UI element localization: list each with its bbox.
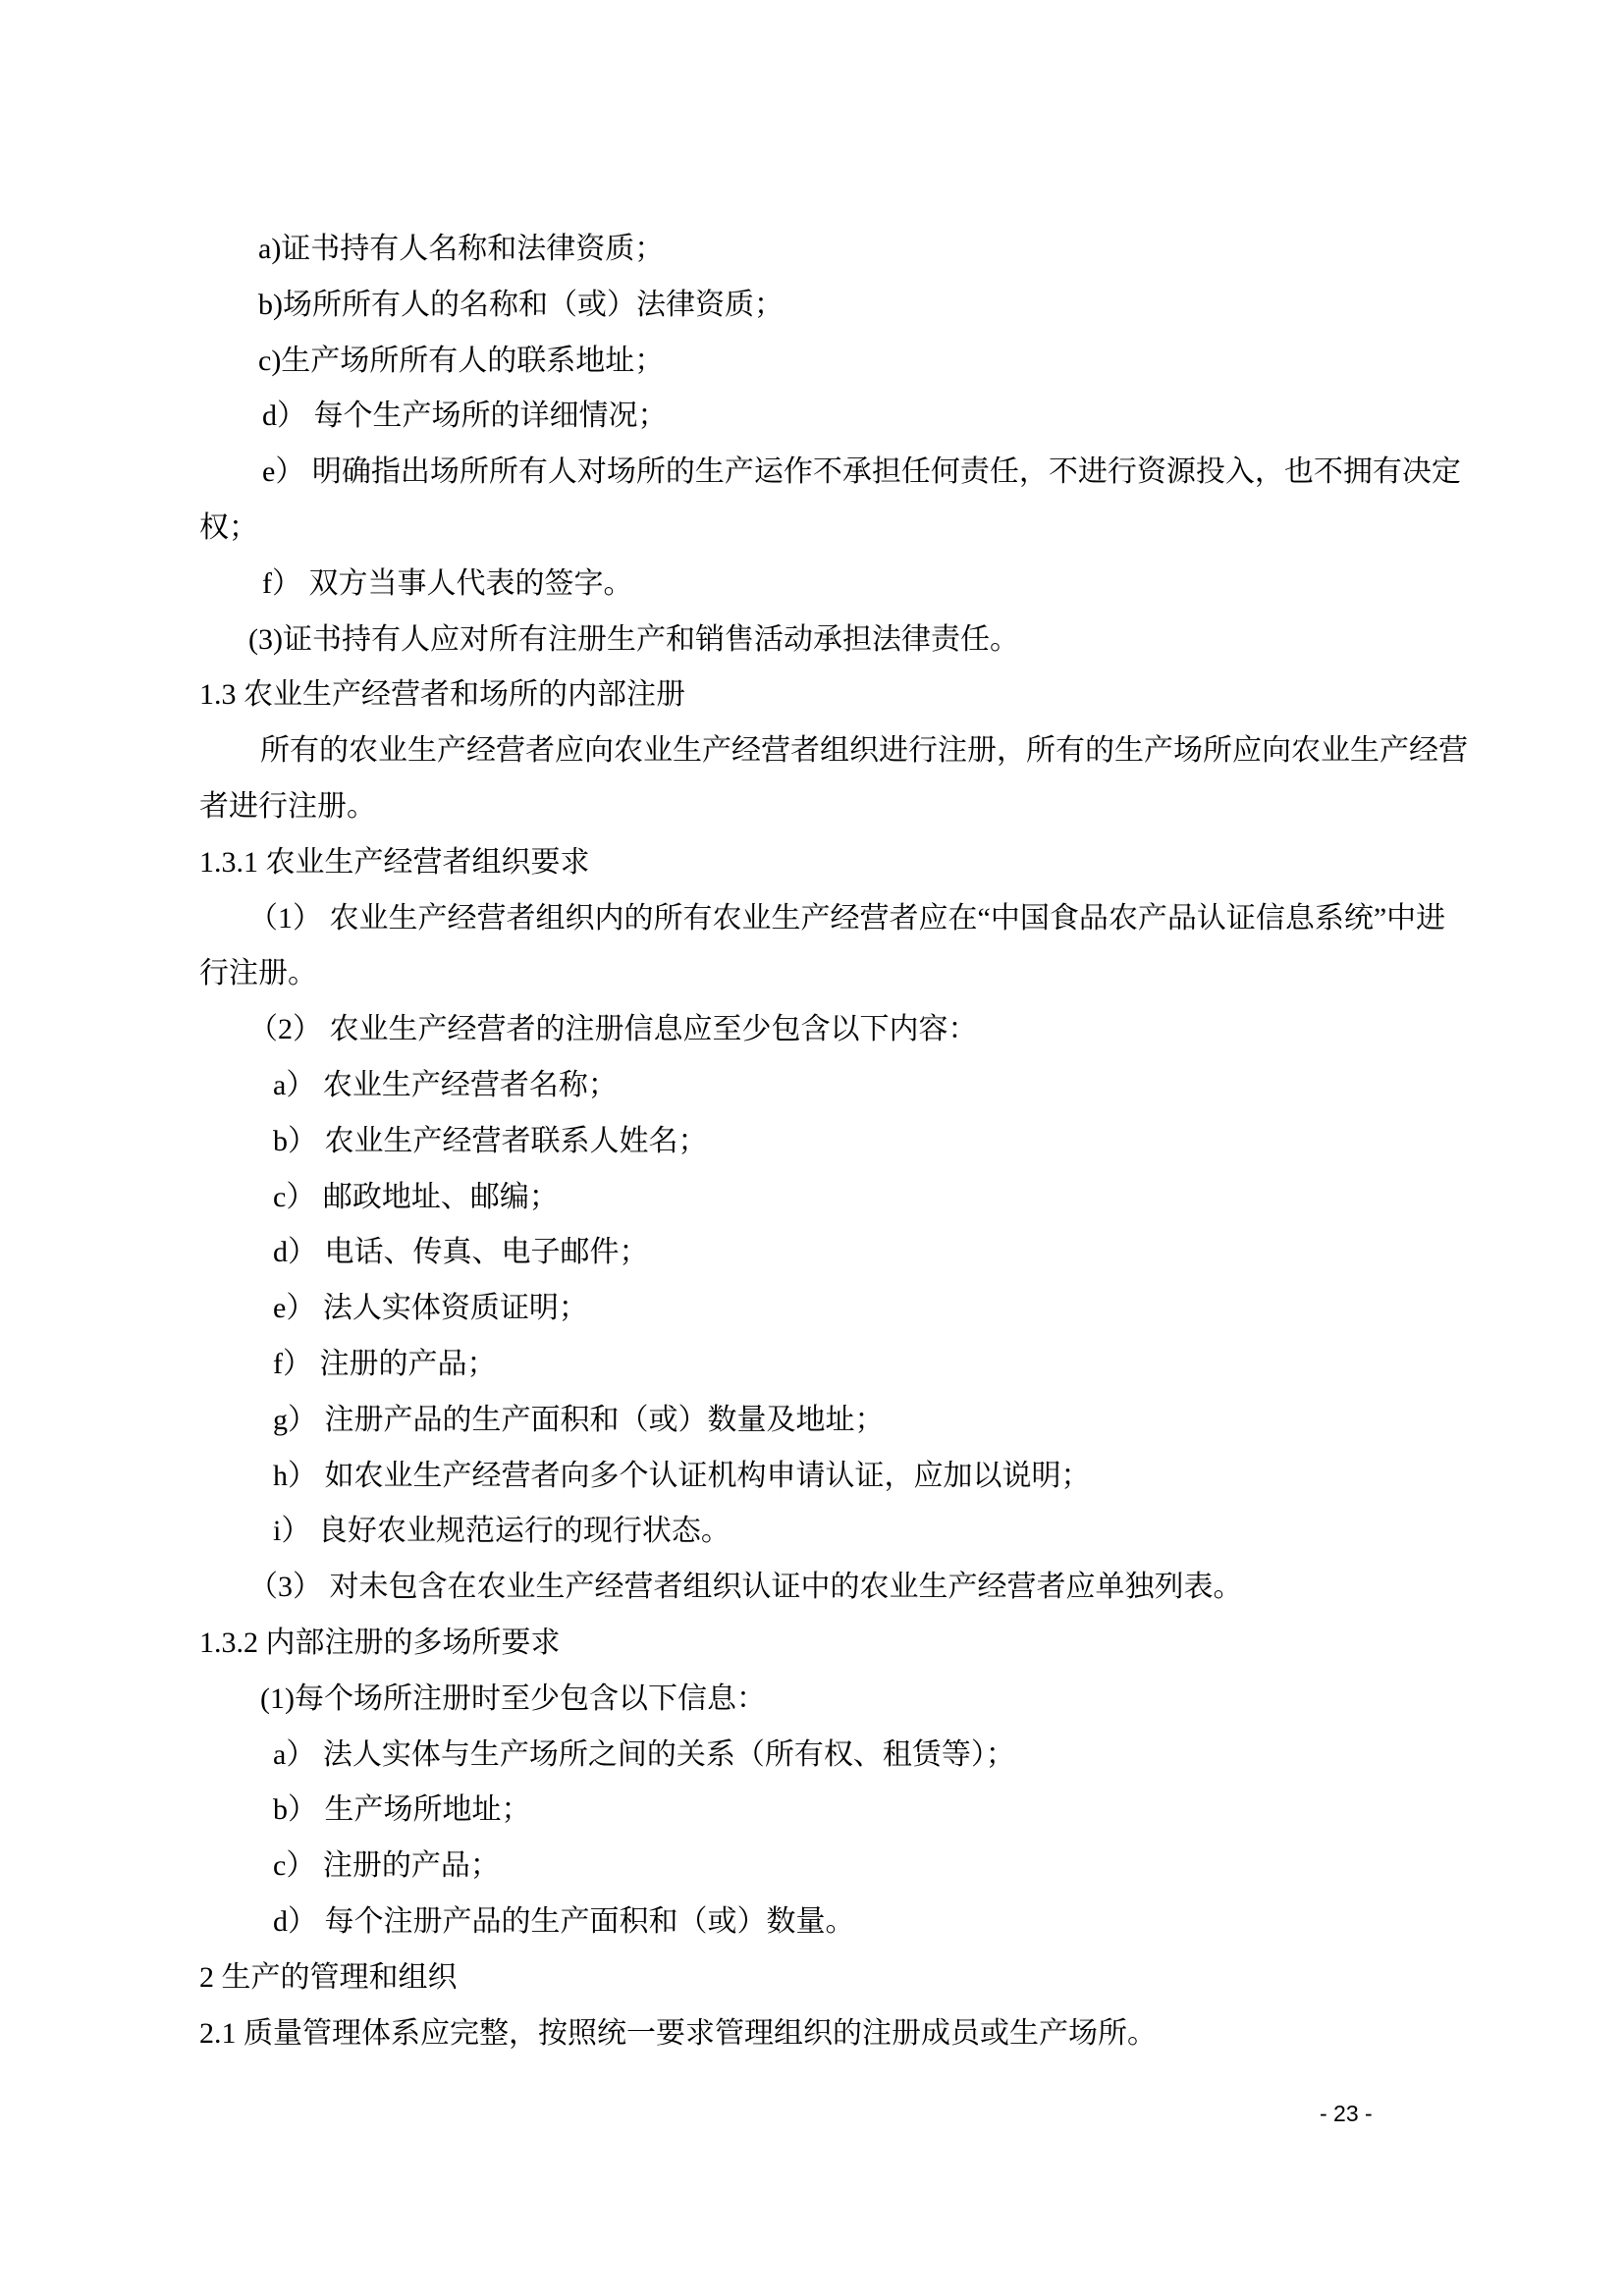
text-line: f） 注册的产品； bbox=[273, 1347, 497, 1380]
text-line: 行注册。 bbox=[199, 957, 317, 990]
text-line: 1.3.1 农业生产经营者组织要求 bbox=[199, 845, 590, 879]
text-line: 1.3 农业生产经营者和场所的内部注册 bbox=[199, 678, 685, 712]
text-line: g） 注册产品的生产面积和（或）数量及地址； bbox=[273, 1403, 885, 1436]
text-line: d） 电话、传真、电子邮件； bbox=[273, 1236, 649, 1269]
text-line: f） 双方当事人代表的签字。 bbox=[262, 566, 633, 600]
text-line: a） 农业生产经营者名称； bbox=[273, 1068, 618, 1101]
page-number: - 23 - bbox=[1320, 2101, 1373, 2126]
text-line: h） 如农业生产经营者向多个认证机构申请认证，应加以说明； bbox=[273, 1459, 1091, 1492]
text-line: b)场所所有人的名称和（或）法律资质； bbox=[258, 288, 784, 321]
text-line: d） 每个注册产品的生产面积和（或）数量。 bbox=[273, 1904, 855, 1938]
document-body bbox=[199, 222, 1468, 2061]
text-line: 2.1 质量管理体系应完整，按照统一要求管理组织的注册成员或生产场所。 bbox=[199, 2016, 1157, 2050]
text-line: 2 生产的管理和组织 bbox=[199, 1960, 458, 1994]
text-line: 权； bbox=[199, 510, 258, 544]
text-line: （2） 农业生产经营者的注册信息应至少包含以下内容： bbox=[248, 1013, 978, 1046]
text-line: c)生产场所所有人的联系地址； bbox=[258, 344, 665, 377]
text-line: 所有的农业生产经营者应向农业生产经营者组织进行注册，所有的生产场所应向农业生产经营 bbox=[260, 734, 1468, 768]
text-line: e） 明确指出场所所有人对场所的生产运作不承担任何责任，不进行资源投入，也不拥有决定 bbox=[262, 455, 1461, 489]
text-line: a)证书持有人名称和法律资质； bbox=[258, 233, 665, 265]
text-line: b） 农业生产经营者联系人姓名； bbox=[273, 1124, 708, 1157]
text-line: 1.3.2 内部注册的多场所要求 bbox=[199, 1626, 561, 1659]
text-line: (1)每个场所注册时至少包含以下信息： bbox=[260, 1682, 766, 1715]
text-line: c） 注册的产品； bbox=[273, 1849, 500, 1883]
text-line: （1） 农业生产经营者组织内的所有农业生产经营者应在“中国食品农产品认证信息系统”中进 bbox=[248, 901, 1446, 934]
text-line: (3)证书持有人应对所有注册生产和销售活动承担法律责任。 bbox=[248, 622, 1019, 656]
text-line: 者进行注册。 bbox=[199, 789, 376, 823]
text-line: b） 生产场所地址； bbox=[273, 1793, 531, 1827]
text-line: e） 法人实体资质证明； bbox=[273, 1292, 588, 1325]
text-line: i） 良好农业规范运行的现行状态。 bbox=[273, 1515, 731, 1548]
text-line: c） 邮政地址、邮编； bbox=[273, 1180, 559, 1213]
text-line: （3） 对未包含在农业生产经营者组织认证中的农业生产经营者应单独列表。 bbox=[248, 1571, 1243, 1604]
text-line: a） 法人实体与生产场所之间的关系（所有权、租赁等）； bbox=[273, 1737, 1015, 1771]
text-line: d） 每个生产场所的详细情况； bbox=[262, 400, 668, 433]
